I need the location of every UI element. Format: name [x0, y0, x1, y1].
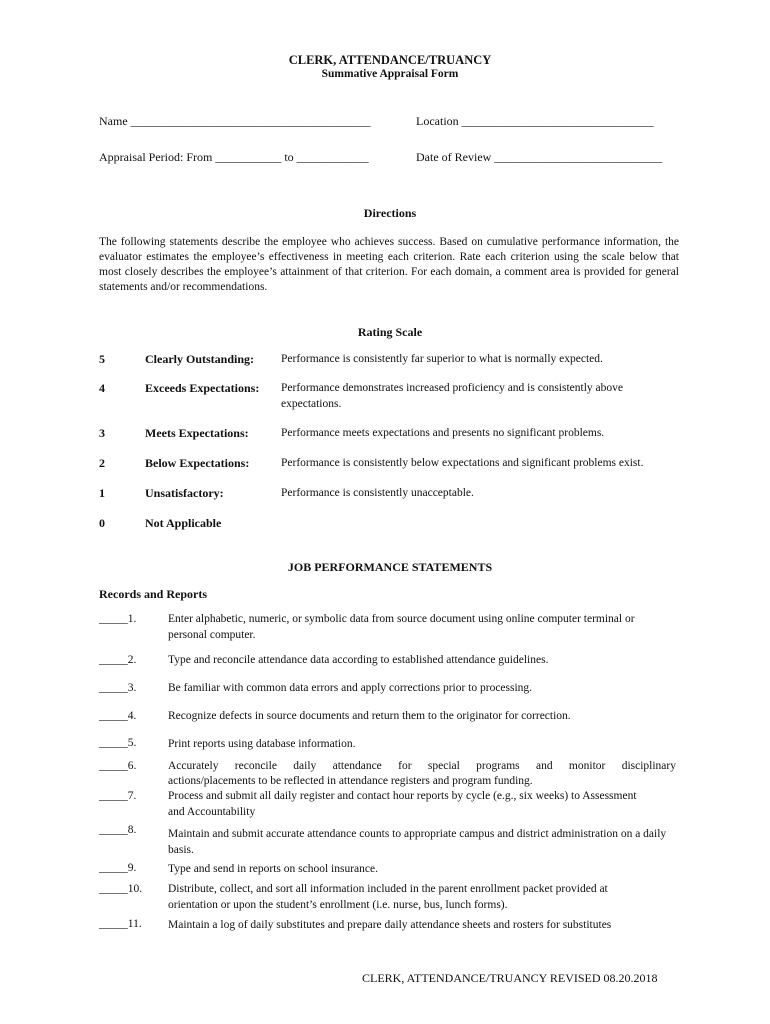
scale-label: Exceeds Expectations: [145, 381, 260, 395]
statement-text: Enter alphabetic, numeric, or symbolic data from source document using online computer terminal or personal computer. [168, 613, 635, 641]
scale-label: Unsatisfactory: [145, 486, 224, 500]
directions-text: The following statements describe the employee who achieves success. Based on cumulative performance information, the evaluator estimates the employee’s effectiveness in meeting each criterion. Rate each criterion using the scale below that most closely describes the employee’s attainment of that criterion. For each domain, a comment area is provided for general statements and/or recommendations. [99, 236, 679, 293]
location-field[interactable]: Location ________________________________ [416, 114, 654, 128]
scale-number: 5 [99, 352, 105, 366]
scale-description: Performance is consistently below expectations and significant problems exist. [281, 457, 644, 469]
rating-blank[interactable]: _____3. [99, 682, 137, 694]
scale-number: 0 [99, 516, 105, 530]
scale-description: Performance is consistently unacceptable. [281, 487, 474, 499]
scale-description: Performance demonstrates increased proficiency and is consistently above expectations. [281, 382, 624, 410]
statement-text: Print reports using database information. [168, 738, 356, 750]
statement-text: Process and submit all daily register and contact hour reports by cycle (e.g., six weeks) to Assessment and Accountability [168, 790, 637, 818]
rating-blank[interactable]: _____6. [99, 760, 137, 772]
form-subtitle: Summative Appraisal Form [321, 68, 459, 80]
scale-number: 1 [99, 486, 105, 500]
form-title: CLERK, ATTENDANCE/TRUANCY [288, 53, 492, 67]
statement-text: Accurately reconcile daily attendance for special programs and monitor disciplinary [168, 760, 676, 772]
page-footer: CLERK, ATTENDANCE/TRUANCY REVISED 08.20.2018 [362, 971, 658, 985]
rating-blank[interactable]: _____8. [99, 824, 137, 836]
scale-number: 4 [99, 381, 105, 395]
name-field[interactable]: Name ________________________________________ [99, 114, 371, 128]
rating-blank[interactable]: _____5. [99, 737, 137, 749]
scale-label: Meets Expectations: [145, 426, 249, 440]
scale-number: 2 [99, 456, 105, 470]
statement-text: actions/placements to be reflected in attendance registers and program funding. [168, 775, 533, 787]
rating-blank[interactable]: _____7. [99, 790, 137, 802]
appraisal-period-field[interactable]: Appraisal Period: From ___________ to ____________ [99, 150, 369, 164]
scale-label: Clearly Outstanding: [145, 352, 255, 366]
rating-blank[interactable]: _____10. [99, 883, 143, 895]
rating-blank[interactable]: _____1. [99, 613, 137, 625]
rating-blank[interactable]: _____4. [99, 710, 137, 722]
rating-scale-heading: Rating Scale [357, 325, 423, 339]
directions-heading: Directions [363, 206, 417, 220]
rating-blank[interactable]: _____2. [99, 654, 137, 666]
scale-number: 3 [99, 426, 105, 440]
statement-text: Type and send in reports on school insurance. [168, 863, 378, 875]
statement-text: Type and reconcile attendance data according to established attendance guidelines. [168, 654, 549, 666]
scale-description: Performance is consistently far superior to what is normally expected. [281, 353, 603, 365]
scale-label: Below Expectations: [145, 456, 250, 470]
rating-blank[interactable]: _____11. [99, 918, 142, 930]
statement-text: Recognize defects in source documents and return them to the originator for correction. [168, 710, 571, 722]
statement-text: Distribute, collect, and sort all information included in the parent enrollment packet provided at orientation or upon the student’s enrollment (i.e. nurse, bus, lunch forms). [168, 883, 608, 911]
section-heading: Records and Reports [99, 587, 207, 601]
rating-blank[interactable]: _____9. [99, 862, 137, 874]
statement-text: Maintain and submit accurate attendance counts to appropriate campus and district administration on a daily basis. [168, 828, 667, 856]
scale-description: Performance meets expectations and presents no significant problems. [281, 427, 605, 439]
scale-label: Not Applicable [145, 516, 222, 530]
date-of-review-field[interactable]: Date of Review ____________________________ [416, 150, 663, 164]
statement-text: Be familiar with common data errors and apply corrections prior to processing. [168, 682, 533, 694]
statement-text: Maintain a log of daily substitutes and prepare daily attendance sheets and rosters for substitutes [168, 919, 612, 931]
job-performance-heading: JOB PERFORMANCE STATEMENTS [287, 560, 493, 574]
